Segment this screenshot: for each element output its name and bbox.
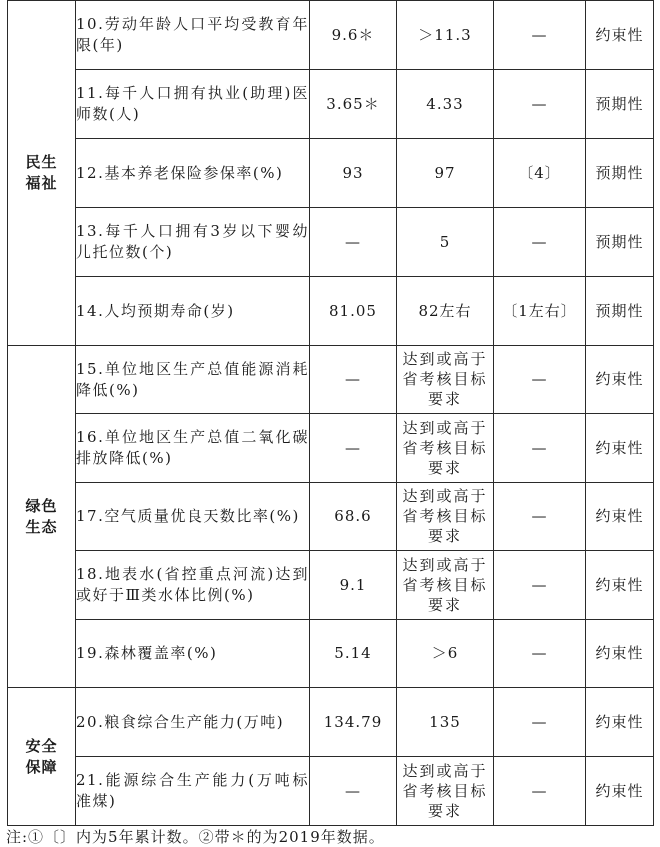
base-value-cell: 5.14: [310, 620, 397, 688]
cumulative-cell: —: [494, 414, 586, 483]
cumulative-cell: —: [494, 208, 586, 277]
property-cell: 约束性: [586, 757, 654, 826]
table-row: [8, 277, 654, 346]
base-value-cell: 9.6＊: [310, 1, 397, 70]
target-value-cell: ＞6: [397, 620, 494, 688]
base-value-cell: —: [310, 414, 397, 483]
cumulative-cell: —: [494, 70, 586, 139]
base-value-cell: 134.79: [310, 688, 397, 757]
table-row: [8, 208, 654, 277]
cumulative-cell: —: [494, 1, 586, 70]
target-value-cell: 82左右: [397, 277, 494, 346]
table-row: [8, 551, 654, 620]
property-cell: 预期性: [586, 70, 654, 139]
target-value-cell: 达到或高于省考核目标要求: [397, 414, 494, 483]
target-value-cell: 97: [397, 139, 494, 208]
indicator-cell: 16.单位地区生产总值二氧化碳排放降低(%): [76, 414, 310, 483]
property-cell: 约束性: [586, 1, 654, 70]
property-cell: 约束性: [586, 346, 654, 414]
indicator-cell: 11.每千人口拥有执业(助理)医师数(人): [76, 70, 310, 139]
cumulative-cell: —: [494, 688, 586, 757]
property-cell: 预期性: [586, 208, 654, 277]
target-value-cell: 135: [397, 688, 494, 757]
property-cell: 预期性: [586, 139, 654, 208]
target-value-cell: 达到或高于省考核目标要求: [397, 346, 494, 414]
property-cell: 约束性: [586, 414, 654, 483]
cumulative-cell: —: [494, 551, 586, 620]
indicator-cell: 14.人均预期寿命(岁): [76, 277, 310, 346]
target-value-cell: 达到或高于省考核目标要求: [397, 757, 494, 826]
category-green: 绿色生态: [8, 346, 76, 688]
indicator-cell: 12.基本养老保险参保率(%): [76, 139, 310, 208]
table-footnote: 注:①〔〕内为5年累计数。②带＊的为2019年数据。: [6, 828, 385, 846]
base-value-cell: —: [310, 757, 397, 826]
indicator-cell: 10.劳动年龄人口平均受教育年限(年): [76, 1, 310, 70]
table-row: [8, 70, 654, 139]
table-row: [8, 414, 654, 483]
target-value-cell: ＞11.3: [397, 1, 494, 70]
indicator-table: [7, 0, 654, 826]
indicator-cell: 20.粮食综合生产能力(万吨): [76, 688, 310, 757]
property-cell: 约束性: [586, 551, 654, 620]
indicator-cell: 18.地表水(省控重点河流)达到或好于Ⅲ类水体比例(%): [76, 551, 310, 620]
table-row: [8, 139, 654, 208]
category-livelihood: 民生福祉: [8, 1, 76, 346]
base-value-cell: 81.05: [310, 277, 397, 346]
target-value-cell: 达到或高于省考核目标要求: [397, 483, 494, 551]
indicator-cell: 21.能源综合生产能力(万吨标准煤): [76, 757, 310, 826]
property-cell: 约束性: [586, 620, 654, 688]
category-security: 安全保障: [8, 688, 76, 826]
table-row: [8, 346, 654, 414]
indicator-cell: 13.每千人口拥有3岁以下婴幼儿托位数(个): [76, 208, 310, 277]
target-value-cell: 4.33: [397, 70, 494, 139]
table-row: [8, 620, 654, 688]
indicator-cell: 17.空气质量优良天数比率(%): [76, 483, 310, 551]
base-value-cell: 68.6: [310, 483, 397, 551]
table-row: [8, 483, 654, 551]
table-row: [8, 1, 654, 70]
base-value-cell: 9.1: [310, 551, 397, 620]
base-value-cell: 3.65＊: [310, 70, 397, 139]
base-value-cell: —: [310, 208, 397, 277]
indicator-cell: 15.单位地区生产总值能源消耗降低(%): [76, 346, 310, 414]
table-row: [8, 757, 654, 826]
cumulative-cell: 〔1左右〕: [494, 277, 586, 346]
property-cell: 约束性: [586, 688, 654, 757]
target-value-cell: 达到或高于省考核目标要求: [397, 551, 494, 620]
property-cell: 预期性: [586, 277, 654, 346]
cumulative-cell: —: [494, 346, 586, 414]
base-value-cell: —: [310, 346, 397, 414]
target-value-cell: 5: [397, 208, 494, 277]
cumulative-cell: —: [494, 757, 586, 826]
property-cell: 约束性: [586, 483, 654, 551]
cumulative-cell: 〔4〕: [494, 139, 586, 208]
table-row: [8, 688, 654, 757]
indicator-cell: 19.森林覆盖率(%): [76, 620, 310, 688]
cumulative-cell: —: [494, 620, 586, 688]
cumulative-cell: —: [494, 483, 586, 551]
base-value-cell: 93: [310, 139, 397, 208]
